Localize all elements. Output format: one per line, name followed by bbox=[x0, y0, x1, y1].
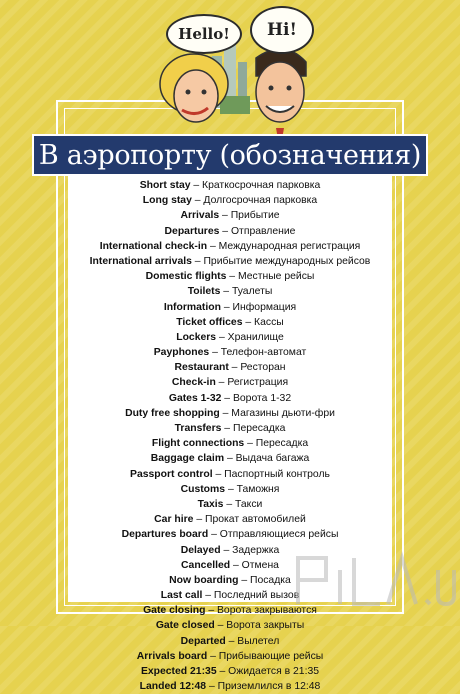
item-translation: – Хранилище bbox=[216, 331, 284, 343]
vocabulary-item bbox=[68, 634, 392, 649]
item-term: Delayed bbox=[180, 544, 221, 556]
item-term: Ticket offices bbox=[176, 316, 243, 328]
item-term: Landed 12:48 bbox=[139, 681, 207, 693]
item-term: Domestic flights bbox=[145, 271, 227, 283]
vocabulary-item bbox=[68, 375, 392, 390]
item-term: Lockers bbox=[176, 331, 217, 343]
item-translation: – Кассы bbox=[242, 316, 284, 328]
vocabulary-item bbox=[68, 588, 392, 603]
item-term: Restaurant bbox=[174, 362, 229, 374]
item-term: Last call bbox=[160, 590, 203, 602]
item-term: Customs bbox=[180, 483, 226, 495]
vocabulary-item bbox=[68, 497, 392, 512]
item-translation: – Международная регистрация bbox=[207, 240, 361, 252]
vocabulary-item bbox=[68, 330, 392, 345]
vocabulary-item bbox=[68, 664, 392, 679]
item-term: Taxis bbox=[197, 498, 224, 510]
item-translation: – Телефон-автомат bbox=[209, 347, 307, 359]
item-translation: – Ворота закрыты bbox=[214, 620, 305, 632]
item-term: Gates 1-32 bbox=[168, 392, 222, 404]
item-translation: – Таможня bbox=[225, 483, 280, 495]
item-term: Payphones bbox=[153, 347, 210, 359]
title-banner bbox=[32, 134, 428, 176]
vocabulary-item bbox=[68, 527, 392, 542]
item-term: Check-in bbox=[171, 377, 216, 389]
item-term: Short stay bbox=[139, 180, 191, 191]
item-term: Toilets bbox=[187, 286, 221, 298]
item-translation: – Краткосрочная парковка bbox=[190, 180, 321, 191]
item-translation: – Туалеты bbox=[220, 286, 273, 298]
vocabulary-item bbox=[68, 436, 392, 451]
vocabulary-list bbox=[68, 176, 392, 694]
item-translation: – Пересадка bbox=[244, 438, 309, 450]
vocabulary-item bbox=[68, 391, 392, 406]
item-term: Cancelled bbox=[181, 559, 231, 571]
vocabulary-item bbox=[68, 269, 392, 284]
item-translation: – Приземлился в 12:48 bbox=[206, 681, 321, 693]
vocabulary-item bbox=[68, 345, 392, 360]
vocabulary-item bbox=[68, 300, 392, 315]
item-translation: – Вылетел bbox=[225, 635, 280, 647]
item-translation: – Ворота 1-32 bbox=[221, 392, 292, 404]
item-translation: – Ворота закрываются bbox=[205, 605, 317, 617]
vocabulary-item bbox=[68, 315, 392, 330]
item-translation: – Местные рейсы bbox=[226, 271, 315, 283]
vocabulary-item bbox=[68, 178, 392, 193]
item-term: Now boarding bbox=[169, 574, 239, 586]
item-term: Transfers bbox=[174, 423, 222, 434]
vocabulary-item bbox=[68, 239, 392, 254]
item-term: Gate closed bbox=[155, 620, 215, 632]
item-term: Car hire bbox=[154, 514, 194, 526]
vocabulary-item bbox=[68, 193, 392, 208]
item-translation: – Магазины дьюти-фри bbox=[219, 407, 335, 419]
item-translation: – Регистрация bbox=[215, 377, 289, 389]
item-term: Flight connections bbox=[151, 438, 245, 450]
item-translation: – Пересадка bbox=[221, 423, 286, 434]
page-title: В аэропорту (обозначения) bbox=[38, 139, 422, 171]
vocabulary-item bbox=[68, 558, 392, 573]
item-translation: – Ресторан bbox=[228, 362, 286, 374]
item-term: Information bbox=[163, 301, 221, 313]
vocabulary-item bbox=[68, 406, 392, 421]
vocabulary-item bbox=[68, 421, 392, 436]
item-translation: – Долгосрочная парковка bbox=[191, 195, 318, 207]
vocabulary-item bbox=[68, 224, 392, 239]
speech-bubble-hi bbox=[250, 6, 314, 54]
item-term: Baggage claim bbox=[150, 453, 225, 465]
item-translation: – Отправление bbox=[219, 225, 296, 237]
vocabulary-item bbox=[68, 451, 392, 466]
item-term: Arrivals board bbox=[136, 650, 208, 662]
bubble-hello-text: Hello! bbox=[178, 25, 230, 43]
vocabulary-item bbox=[68, 573, 392, 588]
item-translation: – Прокат автомобилей bbox=[193, 514, 306, 526]
vocabulary-item bbox=[68, 208, 392, 223]
vocabulary-panel bbox=[68, 176, 392, 693]
item-translation: – Отмена bbox=[230, 559, 279, 571]
item-translation: – Посадка bbox=[238, 574, 291, 586]
item-translation: – Выдача багажа bbox=[224, 453, 310, 465]
item-translation: – Прибывающие рейсы bbox=[207, 650, 324, 662]
item-translation: – Паспортный контроль bbox=[212, 468, 330, 480]
item-translation: – Ожидается в 21:35 bbox=[216, 666, 320, 677]
item-translation: – Прибытие bbox=[219, 210, 280, 222]
item-term: Departed bbox=[180, 635, 226, 647]
item-term: Passport control bbox=[130, 468, 213, 480]
item-translation: – Такси bbox=[223, 498, 263, 510]
vocabulary-item bbox=[68, 618, 392, 633]
vocabulary-item bbox=[68, 603, 392, 618]
vocabulary-item bbox=[68, 679, 392, 694]
item-term: International arrivals bbox=[89, 255, 192, 267]
item-term: Gate closing bbox=[143, 605, 206, 617]
vocabulary-item bbox=[68, 543, 392, 558]
vocabulary-item bbox=[68, 512, 392, 527]
vocabulary-item bbox=[68, 467, 392, 482]
item-translation: – Задержка bbox=[220, 544, 280, 556]
item-term: International check-in bbox=[99, 240, 208, 252]
vocabulary-item bbox=[68, 649, 392, 664]
item-translation: – Последний вызов bbox=[202, 590, 300, 602]
vocabulary-item bbox=[68, 284, 392, 299]
item-term: Expected 21:35 bbox=[140, 666, 217, 677]
vocabulary-item bbox=[68, 254, 392, 269]
item-term: Arrivals bbox=[180, 210, 220, 222]
vocabulary-item bbox=[68, 482, 392, 497]
item-translation: – Отправляющиеся рейсы bbox=[208, 529, 339, 541]
vocabulary-item bbox=[68, 360, 392, 375]
item-term: Departures bbox=[164, 225, 220, 237]
item-term: Long stay bbox=[142, 195, 192, 207]
item-term: Departures board bbox=[121, 529, 209, 541]
item-term: Duty free shopping bbox=[125, 407, 220, 419]
item-translation: – Информация bbox=[220, 301, 297, 313]
speech-bubble-hello bbox=[166, 14, 242, 54]
bubble-hi-text: Hi! bbox=[267, 20, 297, 40]
item-translation: – Прибытие международных рейсов bbox=[191, 255, 371, 267]
